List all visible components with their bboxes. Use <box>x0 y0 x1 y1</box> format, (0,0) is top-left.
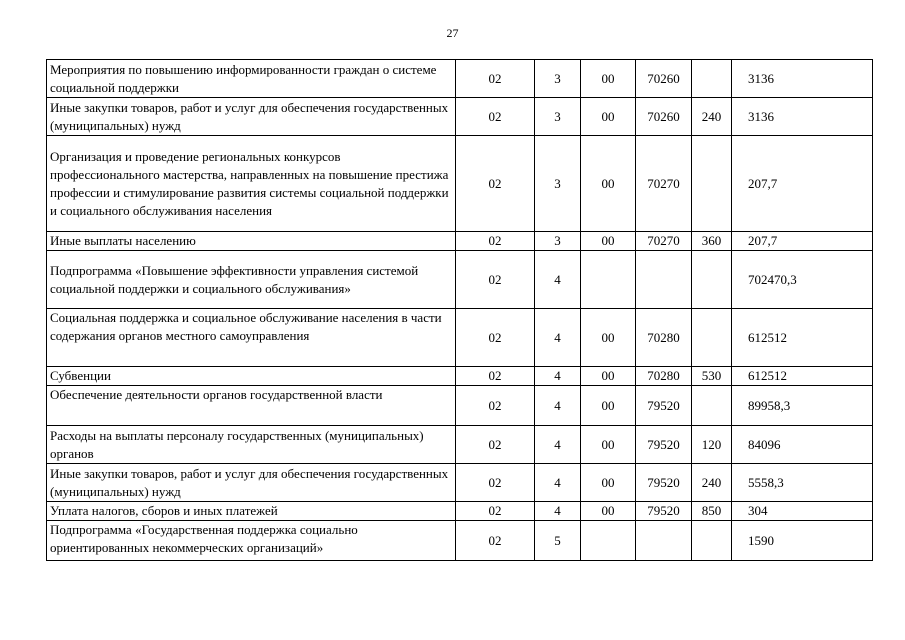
row-name: Обеспечение деятельности органов государственной власти <box>47 386 456 426</box>
row-target-code: 79520 <box>636 502 692 521</box>
row-amount: 5558,3 <box>732 464 873 502</box>
row-program-code: 00 <box>581 232 636 251</box>
row-name: Субвенции <box>47 367 456 386</box>
table-row <box>47 367 873 386</box>
row-target-code: 70270 <box>636 136 692 232</box>
row-expense-type <box>692 60 732 98</box>
row-name: Уплата налогов, сборов и иных платежей <box>47 502 456 521</box>
row-name: Мероприятия по повышению информированности граждан о системе социальной поддержки <box>47 60 456 98</box>
row-expense-type: 360 <box>692 232 732 251</box>
row-amount: 612512 <box>732 309 873 367</box>
row-program-code: 00 <box>581 502 636 521</box>
row-section: 02 <box>456 98 535 136</box>
row-program-code: 00 <box>581 386 636 426</box>
row-section: 02 <box>456 232 535 251</box>
row-target-code <box>636 251 692 309</box>
table-row <box>47 521 873 561</box>
row-subsection: 4 <box>535 386 581 426</box>
row-name: Иные закупки товаров, работ и услуг для обеспечения государственных (муниципальных) нужд <box>47 464 456 502</box>
row-subsection: 4 <box>535 502 581 521</box>
row-target-code: 79520 <box>636 426 692 464</box>
row-program-code: 00 <box>581 426 636 464</box>
row-name: Подпрограмма «Повышение эффективности управления системой социальной поддержки и социального обслуживания» <box>47 251 456 309</box>
row-name: Расходы на выплаты персоналу государственных (муниципальных) органов <box>47 426 456 464</box>
row-program-code: 00 <box>581 136 636 232</box>
row-program-code <box>581 521 636 561</box>
row-subsection: 3 <box>535 98 581 136</box>
row-amount: 3136 <box>732 98 873 136</box>
row-subsection: 3 <box>535 60 581 98</box>
row-section: 02 <box>456 367 535 386</box>
row-amount: 207,7 <box>732 232 873 251</box>
row-amount: 304 <box>732 502 873 521</box>
row-expense-type <box>692 251 732 309</box>
row-target-code <box>636 521 692 561</box>
page-number: 27 <box>446 26 459 40</box>
row-target-code: 70260 <box>636 60 692 98</box>
row-name: Иные выплаты населению <box>47 232 456 251</box>
row-section: 02 <box>456 136 535 232</box>
row-section: 02 <box>456 60 535 98</box>
budget-table <box>46 59 873 561</box>
row-subsection: 4 <box>535 309 581 367</box>
row-expense-type <box>692 521 732 561</box>
row-expense-type <box>692 136 732 232</box>
row-expense-type <box>692 386 732 426</box>
row-name: Социальная поддержка и социальное обслуживание населения в части содержания органов местного самоуправления <box>47 309 456 367</box>
row-subsection: 4 <box>535 251 581 309</box>
row-expense-type <box>692 309 732 367</box>
row-amount: 702470,3 <box>732 251 873 309</box>
row-subsection: 5 <box>535 521 581 561</box>
table-row <box>47 386 873 426</box>
row-section: 02 <box>456 309 535 367</box>
row-subsection: 3 <box>535 136 581 232</box>
row-amount: 84096 <box>732 426 873 464</box>
row-expense-type: 240 <box>692 98 732 136</box>
row-target-code: 70270 <box>636 232 692 251</box>
row-subsection: 3 <box>535 232 581 251</box>
row-amount: 612512 <box>732 367 873 386</box>
row-expense-type: 240 <box>692 464 732 502</box>
row-expense-type: 850 <box>692 502 732 521</box>
row-subsection: 4 <box>535 367 581 386</box>
row-name: Организация и проведение региональных конкурсов профессионального мастерства, направленных на повышение престижа профессии и стимулирование развития системы социальной поддержки и социального обслуживания населения <box>47 136 456 232</box>
row-expense-type: 530 <box>692 367 732 386</box>
row-section: 02 <box>456 386 535 426</box>
table-row <box>47 502 873 521</box>
table-row <box>47 60 873 98</box>
row-name: Подпрограмма «Государственная поддержка социально ориентированных некоммерческих организаций» <box>47 521 456 561</box>
row-target-code: 70260 <box>636 98 692 136</box>
row-program-code: 00 <box>581 60 636 98</box>
row-amount: 89958,3 <box>732 386 873 426</box>
row-target-code: 79520 <box>636 464 692 502</box>
row-target-code: 70280 <box>636 367 692 386</box>
table-row <box>47 251 873 309</box>
table-row <box>47 426 873 464</box>
row-section: 02 <box>456 502 535 521</box>
row-program-code: 00 <box>581 367 636 386</box>
row-section: 02 <box>456 426 535 464</box>
row-amount: 207,7 <box>732 136 873 232</box>
row-amount: 1590 <box>732 521 873 561</box>
table-row <box>47 464 873 502</box>
row-section: 02 <box>456 251 535 309</box>
row-subsection: 4 <box>535 426 581 464</box>
row-amount: 3136 <box>732 60 873 98</box>
table-row <box>47 232 873 251</box>
table-row <box>47 309 873 367</box>
table-row <box>47 136 873 232</box>
row-program-code: 00 <box>581 98 636 136</box>
row-program-code: 00 <box>581 309 636 367</box>
row-section: 02 <box>456 464 535 502</box>
row-name: Иные закупки товаров, работ и услуг для обеспечения государственных (муниципальных) нужд <box>47 98 456 136</box>
row-program-code <box>581 251 636 309</box>
row-program-code: 00 <box>581 464 636 502</box>
table-row <box>47 98 873 136</box>
row-target-code: 79520 <box>636 386 692 426</box>
row-section: 02 <box>456 521 535 561</box>
row-expense-type: 120 <box>692 426 732 464</box>
row-target-code: 70280 <box>636 309 692 367</box>
row-subsection: 4 <box>535 464 581 502</box>
